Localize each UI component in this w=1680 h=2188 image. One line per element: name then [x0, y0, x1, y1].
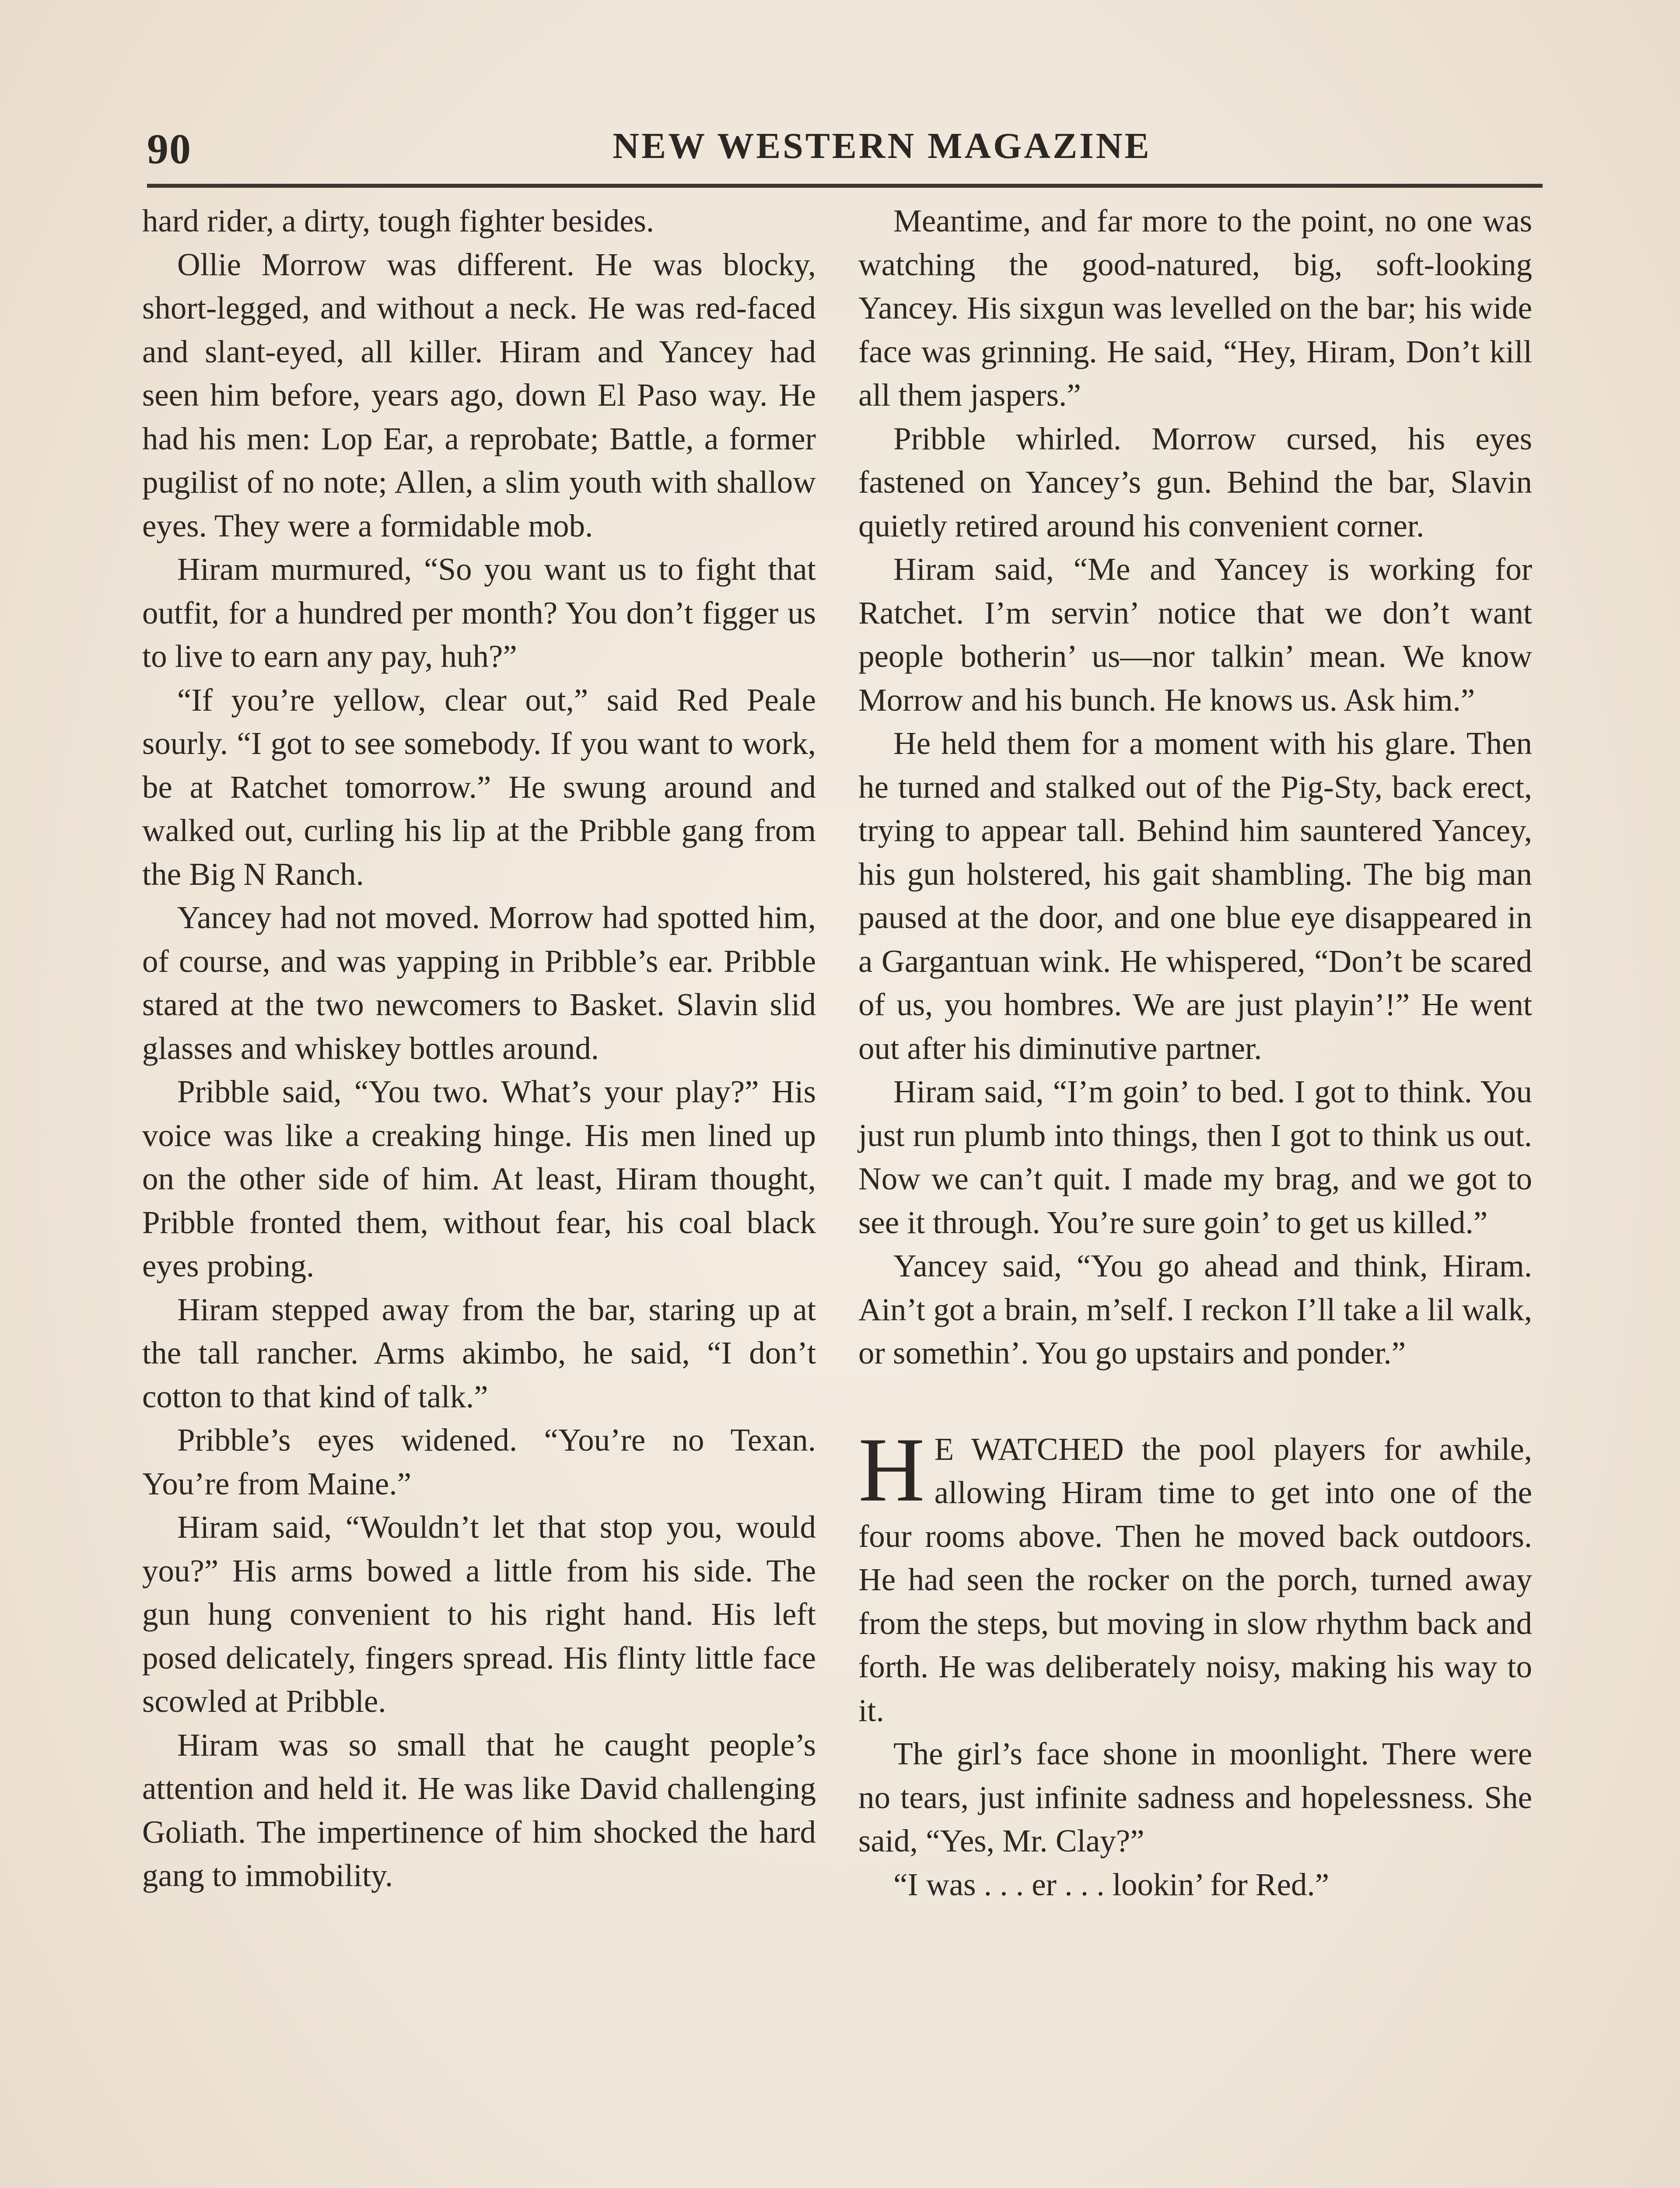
paragraph: Hiram stepped away from the bar, staring up at the tall rancher. Arms akimbo, he said, “I don’t cotton to that kind of talk.” — [142, 1291, 816, 1414]
paragraph: hard rider, a dirty, tough fighter besides. — [142, 203, 654, 238]
paragraph: “I was . . . er . . . lookin’ for Red.” — [893, 1866, 1330, 1902]
paragraph: The girl’s face shone in moonlight. There were no tears, just infinite sadness and hopelessness. She said, “Yes, Mr. Clay?” — [858, 1736, 1532, 1858]
paragraph: Yancey had not moved. Morrow had spotted him, of course, and was yapping in Pribble’s ear. Pribble stared at the two newcomers to Basket. Slavin slid glasses and whiskey bottles around. — [142, 900, 816, 1066]
paragraph: Pribble said, “You two. What’s your play?” His voice was like a creaking hinge. His men lined up on the other side of him. At least, Hiram thought, Pribble fronted them, without fear, his coal black eyes probing. — [142, 1074, 816, 1283]
section-opening-text: E WATCHED the pool players for awhile, allowing Hiram time to get into one of the four rooms above. Then he moved back outdoors. He had seen the rocker on the porch, turned away from the steps, but moving in slow rhythm back and forth. He was deliberately noisy, making his way to it. — [858, 1431, 1532, 1728]
paragraph: Hiram was so small that he caught people’s attention and held it. He was like David challenging Goliath. The impertinence of him shocked the hard gang to immobility. — [142, 1727, 816, 1893]
paragraph: Yancey said, “You go ahead and think, Hiram. Ain’t got a brain, m’self. I reckon I’ll take a lil walk, or somethin’. You go upstairs and ponder.” — [858, 1248, 1532, 1371]
paragraph: “If you’re yellow, clear out,” said Red Peale sourly. “I got to see somebody. If you want to work, be at Ratchet tomorrow.” He swung around and walked out, curling his lip at the Pribble gang from the Big N Ranch. — [142, 682, 816, 892]
paragraph: Hiram said, “Me and Yancey is working for Ratchet. I’m servin’ notice that we don’t want people botherin’ us—nor talkin’ mean. We know Morrow and his bunch. He knows us. Ask him.” — [858, 551, 1532, 718]
magazine-title: NEW WESTERN MAGAZINE — [612, 126, 1152, 166]
paragraph: Meantime, and far more to the point, no one was watching the good-natured, big, soft-looking Yancey. His sixgun was levelled on the bar; his wide face was grinning. He said, “Hey, Hiram, Don’t kill all them jaspers.” — [858, 203, 1532, 413]
right-column — [858, 199, 1532, 1906]
section-break — [858, 1375, 1532, 1427]
page-number: 90 — [147, 126, 192, 173]
drop-cap: H — [858, 1419, 925, 1521]
paragraph: He held them for a moment with his glare. Then he turned and stalked out of the Pig-Sty, back erect, trying to appear tall. Behind him sauntered Yancey, his gun holstered, his gait shambling. The big man paused at the door, and one blue eye disappeared in a Gargantuan wink. He whispered, “Don’t be scared of us, you hombres. We are just playin’!” He went out after his diminutive partner. — [858, 726, 1532, 1066]
running-header — [147, 125, 1543, 173]
left-column — [142, 199, 816, 1897]
paragraph: Ollie Morrow was different. He was blocky, short-legged, and without a neck. He was red-faced and slant-eyed, all killer. Hiram and Yancey had seen him before, years ago, down El Paso way. He had his men: Lop Ear, a reprobate; Battle, a former pugilist of no note; Allen, a slim youth with shallow eyes. They were a formidable mob. — [142, 246, 816, 543]
paragraph: Hiram said, “I’m goin’ to bed. I got to think. You just run plumb into things, then I got to think us out. Now we can’t quit. I made my brag, and we got to see it through. You’re sure goin’ to get us killed.” — [858, 1074, 1532, 1240]
header-rule — [147, 184, 1543, 188]
paragraph: Hiram said, “Wouldn’t let that stop you, would you?” His arms bowed a little from his side. The gun hung convenient to his right hand. His left posed delicately, fingers spread. His flinty little face scowled at Pribble. — [142, 1509, 816, 1719]
paragraph: Pribble’s eyes widened. “You’re no Texan. You’re from Maine.” — [142, 1422, 816, 1501]
paragraph: Pribble whirled. Morrow cursed, his eyes fastened on Yancey’s gun. Behind the bar, Slavin quietly retired around his convenient corner. — [858, 421, 1532, 543]
paragraph: Hiram murmured, “So you want us to fight that outfit, for a hundred per month? You don’t figger us to live to earn any pay, huh?” — [142, 551, 816, 674]
section-opening-paragraph — [858, 1419, 1532, 1732]
